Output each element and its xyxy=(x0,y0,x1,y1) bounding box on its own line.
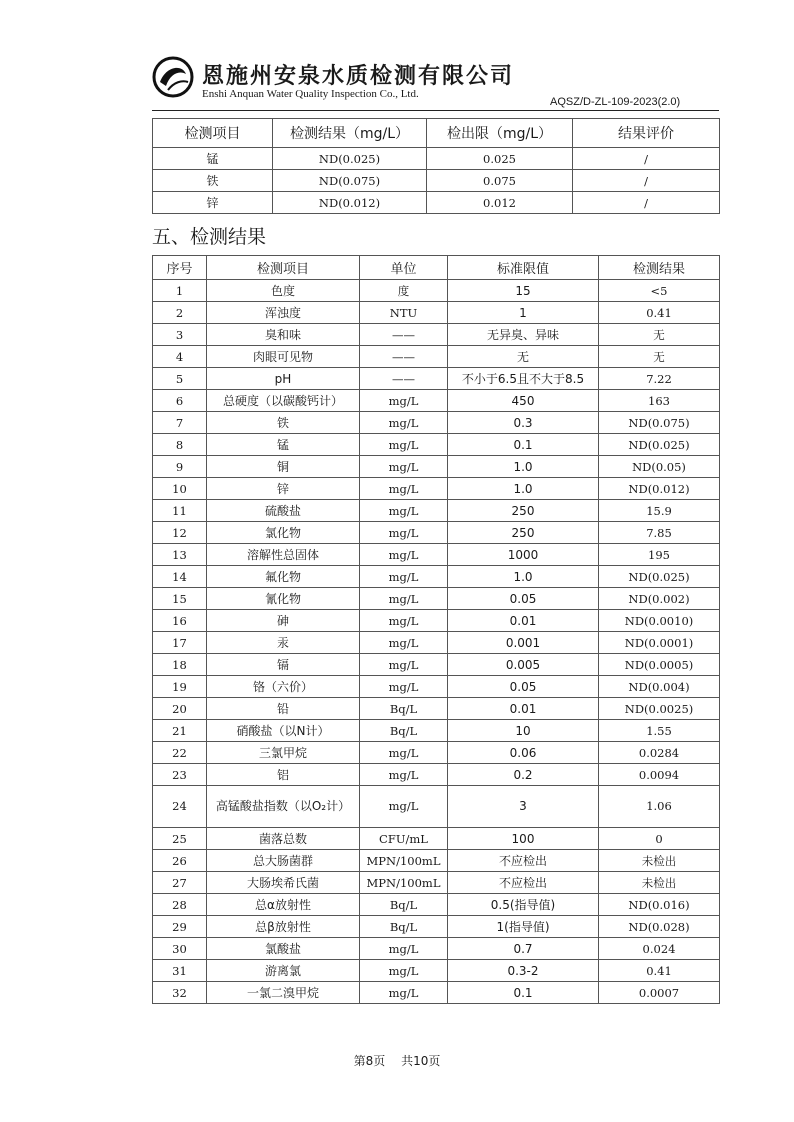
company-name-en: Enshi Anquan Water Quality Inspection Co., Ltd. xyxy=(202,88,419,100)
table-cell: 0.0284 xyxy=(599,742,720,764)
table-cell: 锰 xyxy=(207,434,360,456)
table-cell: ND(0.075) xyxy=(273,170,427,192)
table-cell: 铁 xyxy=(153,170,273,192)
detection-limit-table xyxy=(152,118,720,214)
table-cell: 砷 xyxy=(207,610,360,632)
table-cell: 硝酸盐（以N计） xyxy=(207,720,360,742)
table-cell: 0 xyxy=(599,828,720,850)
table-cell: 肉眼可见物 xyxy=(207,346,360,368)
table-cell: 0.1 xyxy=(448,982,599,1004)
table-cell: —— xyxy=(360,324,448,346)
table-cell: 总β放射性 xyxy=(207,916,360,938)
table-row xyxy=(153,522,720,544)
table-cell: ND(0.012) xyxy=(273,192,427,214)
table-cell: 1000 xyxy=(448,544,599,566)
table-cell: 0.001 xyxy=(448,632,599,654)
table-cell: 氯酸盐 xyxy=(207,938,360,960)
table-cell: NTU xyxy=(360,302,448,324)
table-cell: 25 xyxy=(153,828,207,850)
column-header: 检测项目 xyxy=(153,119,273,148)
table-cell: mg/L xyxy=(360,610,448,632)
table-cell: ND(0.002) xyxy=(599,588,720,610)
table-cell: ND(0.05) xyxy=(599,456,720,478)
table-cell: 14 xyxy=(153,566,207,588)
table-cell: 4 xyxy=(153,346,207,368)
table-cell: ND(0.0010) xyxy=(599,610,720,632)
table-cell: 100 xyxy=(448,828,599,850)
table-cell: 19 xyxy=(153,676,207,698)
table-cell: 无异臭、异味 xyxy=(448,324,599,346)
table-row xyxy=(153,610,720,632)
company-logo-icon xyxy=(152,56,194,98)
table-row xyxy=(153,544,720,566)
table-cell: <5 xyxy=(599,280,720,302)
table-row xyxy=(153,698,720,720)
table-cell: 30 xyxy=(153,938,207,960)
table-cell: ND(0.075) xyxy=(599,412,720,434)
table-cell: 1.06 xyxy=(599,786,720,828)
table-cell: 15 xyxy=(153,588,207,610)
table-cell: mg/L xyxy=(360,390,448,412)
table-row xyxy=(153,368,720,390)
table-cell: 氯化物 xyxy=(207,522,360,544)
table-cell: 195 xyxy=(599,544,720,566)
table-cell: ND(0.025) xyxy=(599,566,720,588)
table-cell: mg/L xyxy=(360,522,448,544)
table-row xyxy=(153,588,720,610)
table-cell: mg/L xyxy=(360,544,448,566)
table-row xyxy=(153,982,720,1004)
page-footer xyxy=(0,1052,794,1069)
table-cell: 无 xyxy=(448,346,599,368)
table-cell: 溶解性总固体 xyxy=(207,544,360,566)
company-name-cn: 恩施州安泉水质检测有限公司 xyxy=(202,63,515,89)
table-cell: mg/L xyxy=(360,566,448,588)
table-cell: 臭和味 xyxy=(207,324,360,346)
table-cell: 0.41 xyxy=(599,302,720,324)
table-row xyxy=(153,872,720,894)
table-row xyxy=(153,192,720,214)
table-row xyxy=(153,654,720,676)
table-cell: 1.0 xyxy=(448,478,599,500)
table-cell: Bq/L xyxy=(360,916,448,938)
table-cell: 0.5(指导值) xyxy=(448,894,599,916)
table-cell: 8 xyxy=(153,434,207,456)
column-header: 检出限（mg/L） xyxy=(427,119,573,148)
table-cell: 28 xyxy=(153,894,207,916)
table-cell: 0.1 xyxy=(448,434,599,456)
table-cell: ND(0.025) xyxy=(599,434,720,456)
table-cell: 29 xyxy=(153,916,207,938)
table-cell: 0.3 xyxy=(448,412,599,434)
column-header: 结果评价 xyxy=(573,119,720,148)
table-cell: mg/L xyxy=(360,938,448,960)
table-cell: 23 xyxy=(153,764,207,786)
table-cell: 15 xyxy=(448,280,599,302)
table-cell: 氟化物 xyxy=(207,566,360,588)
table-cell: mg/L xyxy=(360,786,448,828)
table-cell: / xyxy=(573,148,720,170)
table-cell: 游离氯 xyxy=(207,960,360,982)
table-cell: mg/L xyxy=(360,982,448,1004)
document-code: AQSZ/D-ZL-109-2023(2.0) xyxy=(550,96,681,108)
table-cell: 12 xyxy=(153,522,207,544)
table-cell: 0.7 xyxy=(448,938,599,960)
table-row xyxy=(153,456,720,478)
table-cell: 0.005 xyxy=(448,654,599,676)
table-row xyxy=(153,566,720,588)
table-cell: 铅 xyxy=(207,698,360,720)
table-cell: 未检出 xyxy=(599,850,720,872)
table-cell: 21 xyxy=(153,720,207,742)
table-header-row xyxy=(153,256,720,280)
table-cell: 总大肠菌群 xyxy=(207,850,360,872)
table-cell: 450 xyxy=(448,390,599,412)
page-total: 共10页 xyxy=(401,1054,441,1068)
table-cell: ND(0.025) xyxy=(273,148,427,170)
table-cell: 0.0007 xyxy=(599,982,720,1004)
table-row xyxy=(153,960,720,982)
table-row xyxy=(153,434,720,456)
table-cell: 三氯甲烷 xyxy=(207,742,360,764)
table-cell: 无 xyxy=(599,346,720,368)
table-cell: 总α放射性 xyxy=(207,894,360,916)
table-row xyxy=(153,850,720,872)
table-cell: 硫酸盐 xyxy=(207,500,360,522)
table-cell: Bq/L xyxy=(360,720,448,742)
table-cell: 6 xyxy=(153,390,207,412)
table-cell: 锌 xyxy=(153,192,273,214)
table-cell: —— xyxy=(360,346,448,368)
table-cell: 13 xyxy=(153,544,207,566)
table-cell: CFU/mL xyxy=(360,828,448,850)
table-cell: mg/L xyxy=(360,742,448,764)
table-cell: 0.3-2 xyxy=(448,960,599,982)
table-cell: mg/L xyxy=(360,764,448,786)
table-header-row xyxy=(153,119,720,148)
table-row xyxy=(153,478,720,500)
table-cell: ND(0.016) xyxy=(599,894,720,916)
table-cell: 0.05 xyxy=(448,676,599,698)
table-cell: 色度 xyxy=(207,280,360,302)
table-cell: 3 xyxy=(153,324,207,346)
table-cell: 氰化物 xyxy=(207,588,360,610)
table-cell: 250 xyxy=(448,500,599,522)
table-cell: ND(0.0025) xyxy=(599,698,720,720)
table-cell: 11 xyxy=(153,500,207,522)
table-cell: 10 xyxy=(153,478,207,500)
table-cell: mg/L xyxy=(360,412,448,434)
table-cell: 250 xyxy=(448,522,599,544)
page-number: 第8页 xyxy=(353,1054,386,1068)
table-cell: ND(0.0001) xyxy=(599,632,720,654)
table-cell: 27 xyxy=(153,872,207,894)
table-cell: 18 xyxy=(153,654,207,676)
header-divider xyxy=(152,110,719,111)
table-cell: mg/L xyxy=(360,676,448,698)
table-cell: 0.05 xyxy=(448,588,599,610)
table-cell: 1.0 xyxy=(448,566,599,588)
table-row xyxy=(153,786,720,828)
table-cell: 0.024 xyxy=(599,938,720,960)
table-cell: 2 xyxy=(153,302,207,324)
column-header: 单位 xyxy=(360,256,448,280)
results-table xyxy=(152,255,720,1004)
table-cell: mg/L xyxy=(360,456,448,478)
table-row xyxy=(153,412,720,434)
table-cell: 锌 xyxy=(207,478,360,500)
table-cell: 锰 xyxy=(153,148,273,170)
table-cell: 31 xyxy=(153,960,207,982)
table-row xyxy=(153,764,720,786)
table-cell: 7.22 xyxy=(599,368,720,390)
table-cell: 5 xyxy=(153,368,207,390)
table-cell: 24 xyxy=(153,786,207,828)
column-header: 检测结果 xyxy=(599,256,720,280)
table-cell: 1 xyxy=(153,280,207,302)
table-cell: 1 xyxy=(448,302,599,324)
table-row xyxy=(153,148,720,170)
table-cell: MPN/100mL xyxy=(360,850,448,872)
table-cell: 0.41 xyxy=(599,960,720,982)
table-cell: 10 xyxy=(448,720,599,742)
table-cell: 铁 xyxy=(207,412,360,434)
table-row xyxy=(153,632,720,654)
section-title: 五、检测结果 xyxy=(152,226,267,248)
table-cell: 高锰酸盐指数（以O₂计） xyxy=(207,786,360,828)
table-cell: 0.01 xyxy=(448,698,599,720)
table-cell: 0.06 xyxy=(448,742,599,764)
table-cell: 浑浊度 xyxy=(207,302,360,324)
table-cell: ND(0.028) xyxy=(599,916,720,938)
table-cell: 32 xyxy=(153,982,207,1004)
table-cell: ND(0.0005) xyxy=(599,654,720,676)
table-cell: mg/L xyxy=(360,654,448,676)
table-cell: 铬（六价） xyxy=(207,676,360,698)
table-cell: MPN/100mL xyxy=(360,872,448,894)
table-cell: mg/L xyxy=(360,588,448,610)
table-row xyxy=(153,894,720,916)
table-cell: 镉 xyxy=(207,654,360,676)
table-row xyxy=(153,302,720,324)
table-cell: 度 xyxy=(360,280,448,302)
table-cell: 0.012 xyxy=(427,192,573,214)
table-cell: 163 xyxy=(599,390,720,412)
table-row xyxy=(153,938,720,960)
table-row xyxy=(153,280,720,302)
table-cell: 铝 xyxy=(207,764,360,786)
table-row xyxy=(153,170,720,192)
table-cell: 1.0 xyxy=(448,456,599,478)
table-cell: 17 xyxy=(153,632,207,654)
column-header: 检测项目 xyxy=(207,256,360,280)
table-row xyxy=(153,500,720,522)
table-cell: 菌落总数 xyxy=(207,828,360,850)
table-cell: 22 xyxy=(153,742,207,764)
table-cell: 不小于6.5且不大于8.5 xyxy=(448,368,599,390)
table-cell: mg/L xyxy=(360,960,448,982)
table-cell: 20 xyxy=(153,698,207,720)
table-cell: 总硬度（以碳酸钙计） xyxy=(207,390,360,412)
column-header: 序号 xyxy=(153,256,207,280)
table-cell: 7 xyxy=(153,412,207,434)
table-cell: ND(0.012) xyxy=(599,478,720,500)
table-cell: 9 xyxy=(153,456,207,478)
table-cell: 未检出 xyxy=(599,872,720,894)
table-cell: —— xyxy=(360,368,448,390)
table-row xyxy=(153,720,720,742)
table-row xyxy=(153,346,720,368)
table-row xyxy=(153,742,720,764)
table-cell: / xyxy=(573,192,720,214)
table-cell: 不应检出 xyxy=(448,850,599,872)
table-cell: 不应检出 xyxy=(448,872,599,894)
table-cell: 0.025 xyxy=(427,148,573,170)
table-cell: 0.075 xyxy=(427,170,573,192)
table-cell: mg/L xyxy=(360,500,448,522)
table-cell: mg/L xyxy=(360,478,448,500)
table-row xyxy=(153,828,720,850)
table-cell: 0.2 xyxy=(448,764,599,786)
column-header: 标准限值 xyxy=(448,256,599,280)
table-cell: 3 xyxy=(448,786,599,828)
table-row xyxy=(153,390,720,412)
column-header: 检测结果（mg/L） xyxy=(273,119,427,148)
table-row xyxy=(153,916,720,938)
table-cell: 一氯二溴甲烷 xyxy=(207,982,360,1004)
table-cell: Bq/L xyxy=(360,894,448,916)
table-row xyxy=(153,324,720,346)
table-cell: 7.85 xyxy=(599,522,720,544)
table-cell: pH xyxy=(207,368,360,390)
table-cell: mg/L xyxy=(360,434,448,456)
table-cell: ND(0.004) xyxy=(599,676,720,698)
table-cell: mg/L xyxy=(360,632,448,654)
table-cell: 铜 xyxy=(207,456,360,478)
table-cell: 1.55 xyxy=(599,720,720,742)
table-cell: Bq/L xyxy=(360,698,448,720)
table-cell: 15.9 xyxy=(599,500,720,522)
table-cell: 汞 xyxy=(207,632,360,654)
table-cell: / xyxy=(573,170,720,192)
table-cell: 16 xyxy=(153,610,207,632)
table-row xyxy=(153,676,720,698)
table-cell: 0.01 xyxy=(448,610,599,632)
table-cell: 26 xyxy=(153,850,207,872)
table-cell: 1(指导值) xyxy=(448,916,599,938)
table-cell: 0.0094 xyxy=(599,764,720,786)
table-cell: 大肠埃希氏菌 xyxy=(207,872,360,894)
table-cell: 无 xyxy=(599,324,720,346)
